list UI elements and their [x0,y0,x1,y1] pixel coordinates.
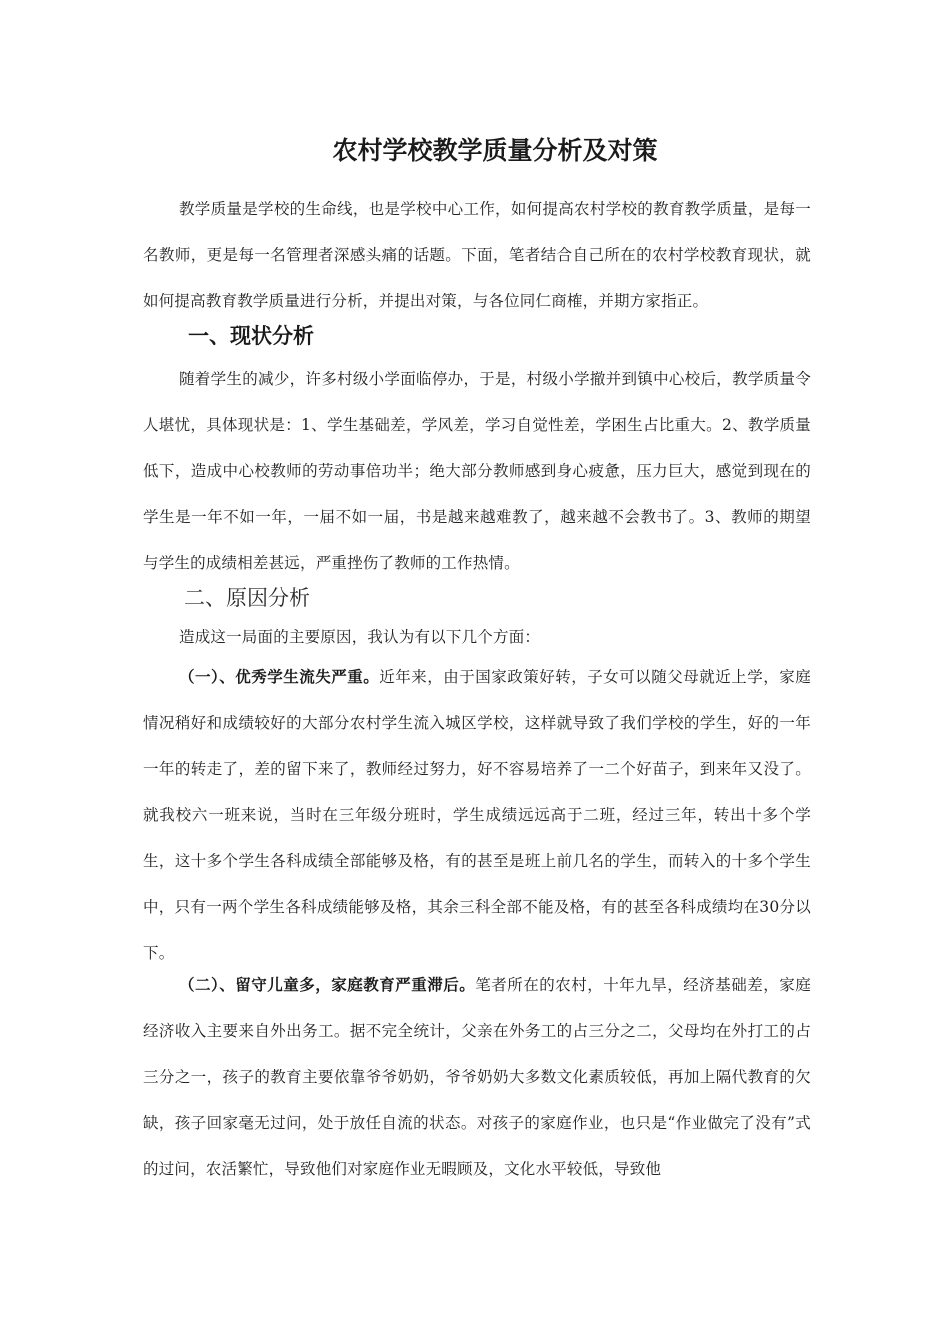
cause-item-1-block [143,654,811,976]
section-heading-status: 一、现状分析 [188,323,314,348]
document-title: 农村学校教学质量分析及对策 [332,136,658,165]
intro-paragraph: 教学质量是学校的生命线，也是学校中心工作，如何提高农村学校的教育教学质量，是每一名教师，更是每一名管理者深感头痛的话题。下面，笔者结合自己所在的农村学校教育现状，就如何提高教育教学质量进行分析，并提出对策，与各位同仁商榷，并期方家指正。 [143,200,811,310]
section1-paragraph: 随着学生的减少，许多村级小学面临停办，于是，村级小学撤并到镇中心校后，教学质量令人堪忧，具体现状是：1、学生基础差，学风差，学习自觉性差，学困生占比重大。2、教学质量低下，造成中心校教师的劳动事倍功半；绝大部分教师感到身心疲惫，压力巨大，感觉到现在的学生是一年不如一年，一届不如一届，书是越来越难教了，越来越不会教书了。3、教师的期望与学生的成绩相差甚远，严重挫伤了教师的工作热情。 [143,370,811,572]
intro-block [143,186,811,324]
cause-item-1-paragraph [143,654,811,976]
cause-item-2-paragraph [143,962,811,1192]
section2-lead-block [143,620,811,654]
section-heading-causes: 二、原因分析 [184,586,310,610]
section1-block [143,356,811,586]
cause-item-2-text: 笔者所在的农村，十年九旱，经济基础差，家庭经济收入主要来自外出务工。据不完全统计，父亲在外务工的占三分之二，父母均在外打工的占三分之一，孩子的教育主要依靠爷爷奶奶，爷爷奶奶大多数文化素质较低，再加上隔代教育的欠缺，孩子回家毫无过问，处于放任自流的状态。对孩子的家庭作业，也只是“作业做完了没有”式的过问，农活繁忙，导致他们对家庭作业无暇顾及，文化水平较低，导致他 [143,976,812,1178]
cause-item-1-label: （一）、优秀学生流失严重。 [179,667,380,686]
cause-item-2-block [143,962,811,1192]
section2-lead-paragraph: 造成这一局面的主要原因，我认为有以下几个方面： [179,628,541,646]
cause-item-2-label: （二）、留守儿童多，家庭教育严重滞后。 [179,975,476,994]
cause-item-1-text: 近年来，由于国家政策好转，子女可以随父母就近上学，家庭情况稍好和成绩较好的大部分农村学生流入城区学校，这样就导致了我们学校的学生，好的一年一年的转走了，差的留下来了，教师经过努力，好不容易培养了一二个好苗子，到来年又没了。就我校六一班来说，当时在三年级分班时，学生成绩远远高于二班，经过三年，转出十多个学生，这十多个学生各科成绩全部能够及格，有的甚至是班上前几名的学生，而转入的十多个学生中，只有一两个学生各科成绩能够及格，其余三科全部不能及格，有的甚至各科成绩均在30分以下。 [143,668,811,962]
